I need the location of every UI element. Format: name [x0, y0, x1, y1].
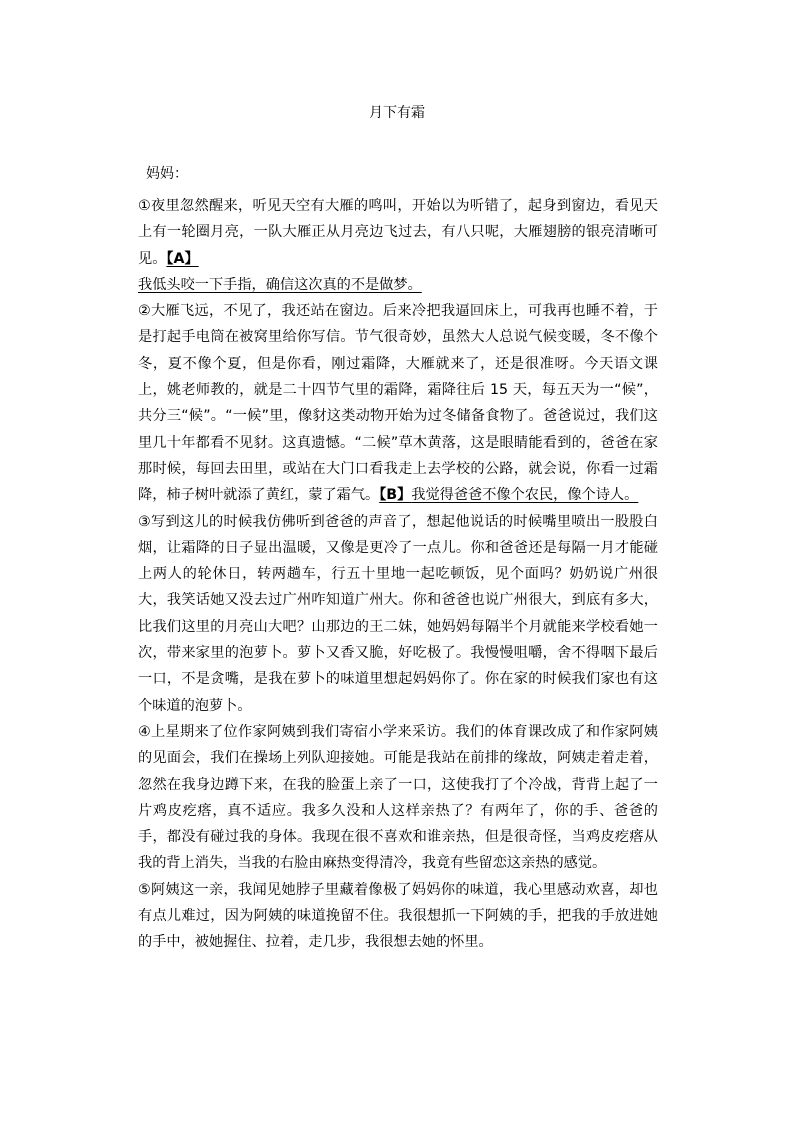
underlined-sentence-a: 我低头咬一下手指，确信这次真的不是做梦。 — [138, 276, 422, 293]
document-title: 月下有霜 — [369, 105, 425, 121]
letter-body — [138, 193, 658, 956]
paragraph-4 — [138, 719, 658, 877]
annotation-mark-a: 【A】 — [166, 250, 199, 267]
paragraph-2 — [138, 298, 658, 508]
underlined-sentence-b: 我觉得爸爸不像个农民，像个诗人。 — [411, 487, 639, 504]
paragraph-text: ③写到这儿的时候我仿佛听到爸爸的声音了，想起他说话的时候嘴里喷出一股股白烟，让霜降的日子显出温暖，又像是更冷了一点儿。你和爸爸还是每隔一月才能碰上两人的轮休日，转两趟车，行五十里地一起吃顿饭，见个面吗？奶奶说广州很大，我笑话她又没去过广州咋知道广州大。你和爸爸也说广州很大，到底有多大，比我们这里的月亮山大吧？山那边的王二妹，她妈妈每隔半个月就能来学校看她一次，带来家里的泡萝卜。萝卜又香又脆，好吃极了。我慢慢咀嚼，舍不得咽下最后一口，不是贪嘴，是我在萝卜的味道里想起妈妈你了。你在家的时候我们家也有这个味道的泡萝卜。 — [138, 513, 658, 714]
paragraph-5 — [138, 877, 658, 956]
paragraph-text: ④上星期来了位作家阿姨到我们寄宿小学来采访。我们的体育课改成了和作家阿姨的见面会，我们在操场上列队迎接她。可能是我站在前排的缘故，阿姨走着走着，忽然在我身边蹲下来，在我的脸蛋上亲了一口，这使我打了个冷战，背背上起了一片鸡皮疙瘩，真不适应。我多久没和人这样亲热了？有两年了，你的手、爸爸的手，都没有碰过我的身体。我现在很不喜欢和谁亲热，但是很奇怪，当鸡皮疙瘩从我的背上消失，当我的右脸由麻热变得清冷，我竟有些留恋这亲热的感觉。 — [138, 723, 658, 872]
paragraph-3 — [138, 509, 658, 719]
paragraph-text: ①夜里忽然醒来，听见天空有大雁的鸣叫，开始以为听错了，起身到窗边，看见天上有一轮圈月亮，一队大雁正从月亮边飞过去，有八只呢，大雁翅膀的银亮清晰可见。 — [138, 198, 658, 267]
paragraph-1 — [138, 193, 658, 298]
paragraph-text: ⑤阿姨这一亲，我闻见她脖子里藏着像极了妈妈你的味道，我心里感动欢喜，却也有点儿难过，因为阿姨的味道挽留不住。我很想抓一下阿姨的手，把我的手放进她的手中，被她握住、拉着，走几步，我很想去她的怀里。 — [138, 881, 658, 951]
salutation: 妈妈： — [146, 166, 188, 182]
annotation-mark-b: 【B】 — [379, 487, 412, 504]
paragraph-text: ②大雁飞远，不见了，我还站在窗边。后来冷把我逼回床上，可我再也睡不着，于是打起手电筒在被窝里给你写信。节气很奇妙，虽然大人总说气候变暖，冬不像个冬，夏不像个夏，但是你看，刚过霜降，大雁就来了，还是很准呀。今天语文课上，姚老师教的，就是二十四节气里的霜降，霜降往后 15 天，每五天为一“候”，共分三“候”。“一候”里，像豺这类动物开始为过冬储备食物了。爸爸说过，我们这里几十年都看不见豺。这真遗憾。“二候”草木黄落，这是眼睛能看到的，爸爸在家那时候，每回去田里，或站在大门口看我走上去学校的公路，就会说，你看一过霜降，柿子树叶就添了黄红，蒙了霜气。 — [138, 303, 658, 504]
